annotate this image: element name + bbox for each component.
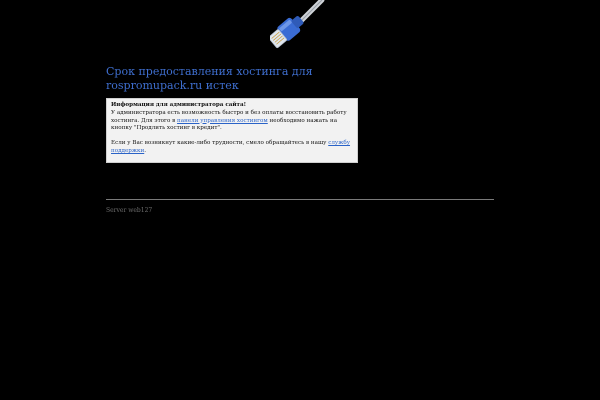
page-title: Срок предоставления хостинга для rospromupack.ru истек <box>106 65 313 92</box>
footer-divider <box>106 199 494 200</box>
notice-text-1a: У администратора есть возможность быстро и без оплаты восстановить работу хостинга. Для этого в <box>111 109 347 124</box>
support-link[interactable]: службу поддержки <box>111 140 351 154</box>
notice-text-2a: Если у Вас возникнут какие-либо трудности, смело обращайтесь в нашу <box>111 140 329 147</box>
control-panel-link[interactable]: панели управления хостингом <box>177 117 268 124</box>
admin-notice-box <box>106 98 358 163</box>
notice-text-1b: необходимо нажать на кнопку "Продлить хостинг в кредит". <box>111 117 338 132</box>
notice-paragraph-2 <box>111 140 353 156</box>
notice-heading: Информация для администратора сайта! <box>111 102 247 108</box>
network-cable-icon <box>270 0 334 50</box>
notice-text-2b: . <box>144 147 147 154</box>
notice-paragraph-1 <box>111 102 353 133</box>
server-label: Server web127 <box>106 207 153 214</box>
